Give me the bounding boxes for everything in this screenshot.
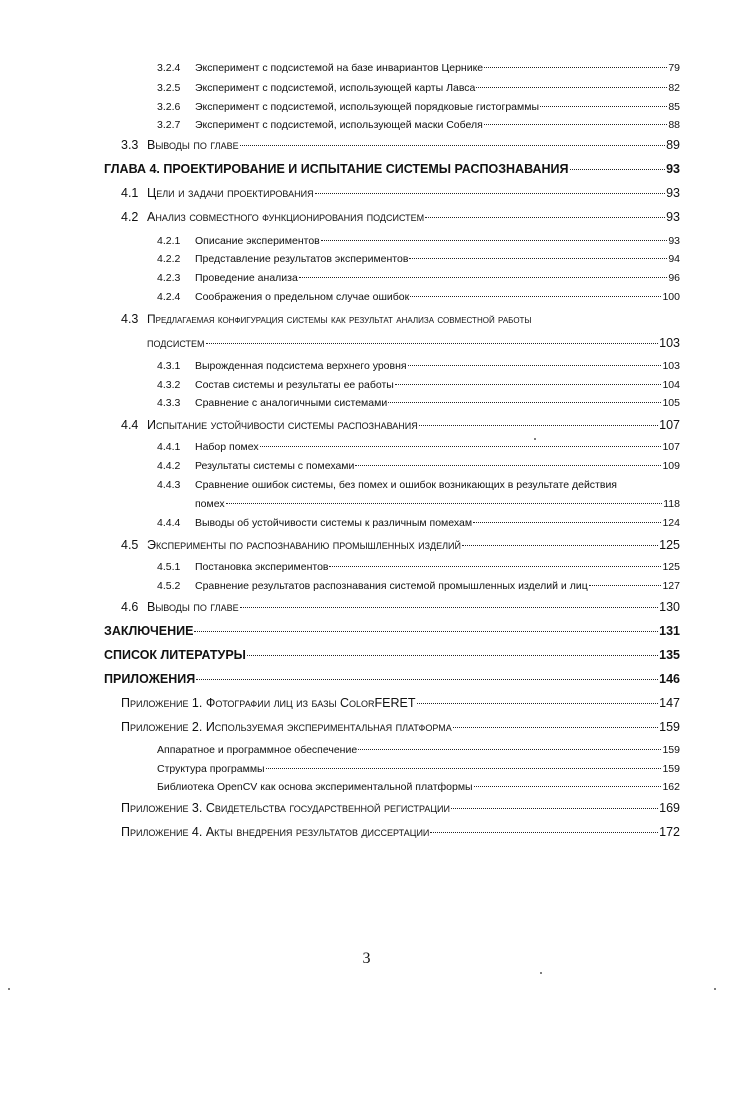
toc-entry-page: 146 [659, 672, 680, 686]
toc-entry [157, 460, 680, 472]
toc-entry-number: 4.2.3 [157, 272, 181, 284]
toc-entry [157, 291, 680, 303]
toc-entry-page: 159 [662, 744, 680, 756]
toc-entry [157, 397, 680, 409]
toc-entry-page: 104 [662, 379, 680, 391]
toc-entry-page: 125 [659, 538, 680, 552]
toc-entry-page: 130 [659, 600, 680, 614]
toc-entry-page: 82 [668, 82, 680, 94]
toc-entry [104, 624, 680, 638]
dot-leader [196, 679, 658, 680]
toc-entry [121, 801, 680, 815]
toc-entry-title: Выводы по главе [147, 600, 239, 614]
toc-entry-title: Результаты системы с помехами [195, 460, 355, 472]
toc-entry-page: 93 [666, 186, 680, 200]
dot-leader [476, 87, 667, 88]
toc-entry-title: Вырожденная подсистема верхнего уровня [195, 360, 407, 372]
toc-entry-number: 3.2.7 [157, 119, 181, 131]
toc-entry-title: Постановка экспериментов [195, 561, 329, 573]
toc-entry [104, 672, 680, 686]
dot-leader [299, 277, 668, 278]
scan-speck [540, 972, 542, 974]
toc-entry-page: 96 [668, 272, 680, 284]
toc-entry-title: Проведение анализа [195, 272, 298, 284]
toc-entry-title: Приложение 3. Свидетельства государственной регистрации [121, 801, 450, 815]
toc-entry-title: ПРИЛОЖЕНИЯ [104, 672, 196, 686]
toc-entry-page: 85 [668, 101, 680, 113]
dot-leader [226, 503, 663, 504]
toc-entry-page: 79 [668, 62, 680, 74]
toc-entry-title-continuation: подсистем [147, 336, 205, 350]
dot-leader [206, 343, 659, 344]
toc-entry-page: 124 [662, 517, 680, 529]
toc-entry-page: 94 [668, 253, 680, 265]
dot-leader [419, 425, 658, 426]
toc-entry-number: 3.3 [121, 138, 139, 152]
toc-entry-number: 4.4.2 [157, 460, 181, 472]
toc-entry-title: Структура программы [157, 763, 265, 775]
dot-leader [240, 145, 666, 146]
toc-entry-title: Приложение 1. Фотографии лиц из базы ColorFERET [121, 696, 416, 710]
toc-entry-title: СПИСОК ЛИТЕРАТУРЫ [104, 648, 246, 662]
toc-entry-continuation [147, 336, 680, 350]
dot-leader [315, 193, 666, 194]
toc-entry-page: 135 [659, 648, 680, 662]
toc-entry [121, 186, 680, 200]
toc-entry [121, 312, 680, 326]
toc-entry [157, 379, 680, 391]
toc-entry-page: 127 [662, 580, 680, 592]
toc-entry [121, 538, 680, 552]
toc-entry-page: 162 [662, 781, 680, 793]
toc-entry [121, 138, 680, 152]
toc-entry [121, 418, 680, 432]
toc-entry-number: 4.4 [121, 418, 139, 432]
dot-leader [589, 585, 662, 586]
dot-leader [484, 67, 667, 68]
toc-entry-page: 109 [662, 460, 680, 472]
toc-entry-number: 3.2.6 [157, 101, 181, 113]
toc-entry [157, 62, 680, 74]
toc-entry-title: Соображения о предельном случае ошибок [195, 291, 410, 303]
toc-entry-number: 4.4.3 [157, 479, 181, 491]
toc-entry [157, 119, 680, 131]
toc-entry [157, 517, 680, 529]
toc-entry-title: Приложение 2. Используемая экспериментальная платформа [121, 720, 452, 734]
toc-entry-title: Библиотека OpenCV как основа экспериментальной платформы [157, 781, 473, 793]
dot-leader [453, 727, 658, 728]
dot-leader [321, 240, 668, 241]
toc-entry-page: 125 [662, 561, 680, 573]
toc-entry-title: ГЛАВА 4. ПРОЕКТИРОВАНИЕ И ИСПЫТАНИЕ СИСТЕМЫ РАСПОЗНАВАНИЯ [104, 162, 569, 176]
toc-entry [157, 561, 680, 573]
toc-entry-page: 107 [659, 418, 680, 432]
dot-leader [462, 545, 658, 546]
toc-entry-number: 4.4.1 [157, 441, 181, 453]
toc-entry-number: 4.6 [121, 600, 139, 614]
toc-entry-page: 93 [668, 235, 680, 247]
toc-entry [157, 253, 680, 265]
toc-entry-number: 4.2 [121, 210, 139, 224]
toc-entry-title: Аппаратное и программное обеспечение [157, 744, 358, 756]
toc-entry-title: Эксперимент с подсистемой, использующей маски Собеля [195, 119, 483, 131]
dot-leader [358, 749, 661, 750]
toc-entry [157, 235, 680, 247]
toc-entry-number: 4.3.1 [157, 360, 181, 372]
toc-entry [157, 744, 680, 756]
toc-entry-page: 89 [666, 138, 680, 152]
toc-entry-title: Представление результатов экспериментов [195, 253, 409, 265]
toc-entry-page: 93 [666, 210, 680, 224]
dot-leader [540, 106, 667, 107]
toc-entry-title-continuation: помех [195, 498, 225, 510]
toc-entry [157, 580, 680, 592]
toc-entry-title: Выводы об устойчивости системы к различным помехам [195, 517, 473, 529]
toc-entry-continuation [195, 498, 680, 510]
toc-entry-title: Эксперименты по распознаванию промышленных изделий [147, 538, 461, 552]
toc-entry [157, 101, 680, 113]
dot-leader [425, 217, 665, 218]
toc-entry-number: 4.3.2 [157, 379, 181, 391]
dot-leader [395, 384, 662, 385]
dot-leader [451, 808, 658, 809]
toc-entry-number: 4.5.1 [157, 561, 181, 573]
toc-entry-number: 4.3 [121, 312, 139, 326]
toc-entry-title: Выводы по главе [147, 138, 239, 152]
toc-entry-page: 93 [666, 162, 680, 176]
toc-entry-page: 169 [659, 801, 680, 815]
dot-leader [247, 655, 658, 656]
toc-entry [121, 825, 680, 839]
toc-entry-page: 159 [662, 763, 680, 775]
toc-entry-title: Сравнение результатов распознавания системой промышленных изделий и лиц [195, 580, 588, 592]
toc-entry-title: Приложение 4. Акты внедрения результатов диссертации [121, 825, 430, 839]
toc-entry [104, 648, 680, 662]
toc-entry-page: 88 [668, 119, 680, 131]
dot-leader [408, 365, 662, 366]
toc-entry-page: 105 [662, 397, 680, 409]
toc-entry-number: 3.2.4 [157, 62, 181, 74]
toc-entry-page: 159 [659, 720, 680, 734]
toc-entry-title: Эксперимент с подсистемой на базе инвариантов Цернике [195, 62, 484, 74]
toc-entry-number: 4.4.4 [157, 517, 181, 529]
toc-entry-page: 147 [659, 696, 680, 710]
toc-entry-title: Сравнение ошибок системы, без помех и ошибок возникающих в результате действия [195, 479, 617, 491]
dot-leader [355, 465, 661, 466]
toc-entry-title: Эксперимент с подсистемой, использующей порядковые гистограммы [195, 101, 539, 113]
scan-speck [714, 988, 716, 990]
toc-entry-title: ЗАКЛЮЧЕНИЕ [104, 624, 194, 638]
toc-entry [157, 441, 680, 453]
toc-entry [157, 781, 680, 793]
toc-entry-page: 107 [662, 441, 680, 453]
toc-entry [121, 600, 680, 614]
toc-entry [121, 696, 680, 710]
toc-entry-page: 103 [662, 360, 680, 372]
toc-entry-title: Испытание устойчивости системы распознавания [147, 418, 418, 432]
dot-leader [484, 124, 667, 125]
dot-leader [410, 296, 661, 297]
dot-leader [260, 446, 662, 447]
toc-entry-page: 103 [659, 336, 680, 350]
dot-leader [473, 522, 661, 523]
toc-entry-title: Сравнение с аналогичными системами [195, 397, 388, 409]
dot-leader [266, 768, 662, 769]
dot-leader [409, 258, 667, 259]
dot-leader [474, 786, 662, 787]
toc-entry [121, 720, 680, 734]
toc-entry [157, 763, 680, 775]
toc-entry-number: 4.2.4 [157, 291, 181, 303]
dot-leader [417, 703, 659, 704]
toc-entry [157, 82, 680, 94]
toc-entry-number: 4.5.2 [157, 580, 181, 592]
toc-entry-title: Состав системы и результаты ее работы [195, 379, 394, 391]
toc-entry-title: Эксперимент с подсистемой, использующей карты Лавса [195, 82, 476, 94]
toc-entry-page: 131 [659, 624, 680, 638]
dot-leader [329, 566, 661, 567]
toc-entry-title: Предлагаемая конфигурация системы как результат анализа совместной работы [147, 312, 532, 326]
toc-entry-page: 172 [659, 825, 680, 839]
toc-entry-number: 3.2.5 [157, 82, 181, 94]
dot-leader [194, 631, 658, 632]
scan-speck [534, 438, 536, 440]
toc-entry [104, 162, 680, 176]
toc-entry-page: 118 [663, 498, 680, 510]
dot-leader [430, 832, 658, 833]
dot-leader [240, 607, 659, 608]
toc-entry-title: Анализ совместного функционирования подсистем [147, 210, 425, 224]
toc-entry-title: Набор помех [195, 441, 259, 453]
toc-entry-number: 4.1 [121, 186, 139, 200]
toc-entry-number: 4.2.2 [157, 253, 181, 265]
toc-entry-title: Цели и задачи проектирования [147, 186, 314, 200]
toc-entry-number: 4.5 [121, 538, 139, 552]
toc-entry [157, 479, 680, 491]
toc-entry [121, 210, 680, 224]
dot-leader [570, 169, 666, 170]
page-number: 3 [362, 950, 371, 967]
toc-entry-number: 4.2.1 [157, 235, 181, 247]
toc-entry-page: 100 [662, 291, 680, 303]
scan-speck [8, 988, 10, 990]
toc-entry [157, 360, 680, 372]
toc-entry-number: 4.3.3 [157, 397, 181, 409]
dot-leader [388, 402, 661, 403]
toc-entry-title: Описание экспериментов [195, 235, 320, 247]
toc-entry [157, 272, 680, 284]
